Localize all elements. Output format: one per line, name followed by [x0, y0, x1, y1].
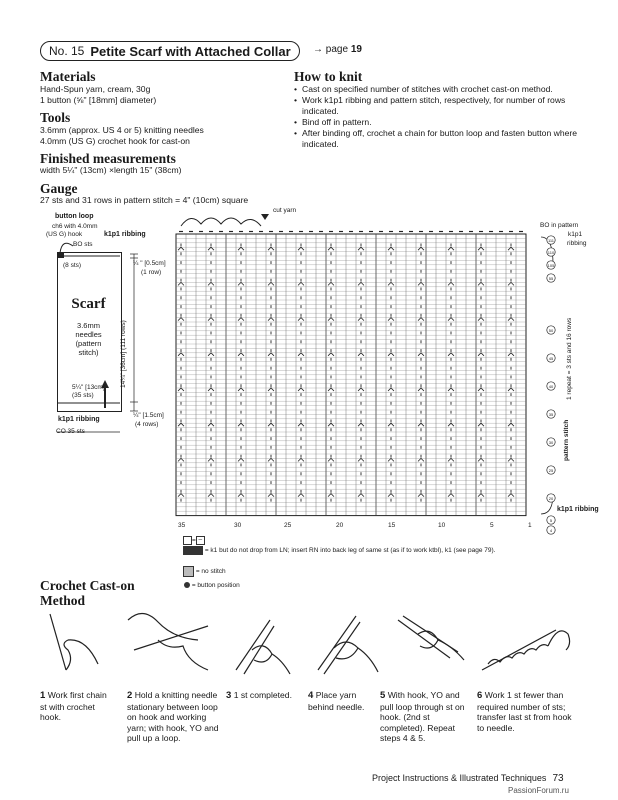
cut-yarn-label: cut yarn: [273, 207, 297, 214]
legend-blank: = –: [183, 536, 205, 545]
row-marker-label: 4: [549, 528, 553, 533]
bo-pattern-label: BO in pattern: [540, 222, 579, 229]
tools-line-1: 3.6mm (approx. US 4 or 5) knitting needles: [40, 125, 204, 135]
row-markers: [547, 236, 555, 534]
step-6: 6 Work 1 st fewer than required number of sts; transfer last st from hook to needle.: [477, 690, 572, 733]
col-number: 30: [234, 522, 242, 529]
legend-button: = button position: [184, 582, 240, 590]
pattern-number: No. 15: [49, 44, 85, 58]
ribbing-right-top: ribbing: [567, 240, 587, 247]
step-1: 1 Work first chain st with crochet hook.: [40, 690, 107, 723]
length-label: 14¼" [36cm] (111 rows): [120, 320, 127, 388]
step-2: 2 Hold a knitting needle stationary between loop on hook and working yarn; with hook, YO and pull up a loop.: [127, 690, 219, 744]
crochet-illustrations: [38, 600, 598, 682]
step-4-illustration: [318, 616, 378, 674]
col-number: 20: [336, 522, 344, 529]
top-rib-length: ¼ " [0.5cm]: [133, 260, 166, 267]
materials-list: [40, 84, 156, 106]
ch6-line-2: (US G) hook: [46, 231, 83, 238]
pattern-stitch-label: pattern stitch: [563, 419, 570, 461]
bottom-rib-length: ¼" [1.5cm]: [133, 412, 164, 419]
step-5: 5 With hook, YO and pull loop through st on hook. (2nd st completed). Repeat steps 4 & 5.: [380, 690, 465, 744]
materials-line-2: 1 button (⅝" [18mm] diameter): [40, 95, 157, 105]
k1p1-bottom-right: k1p1 ribbing: [557, 506, 599, 513]
legend-no-stitch: = no stitch: [183, 566, 226, 577]
row-marker-label: 20: [548, 496, 554, 501]
scarf-description: 3.6mm needles (pattern stitch): [75, 321, 102, 357]
crochet-heading-1: Crochet Cast-on: [40, 578, 135, 593]
scarf-label: Scarf: [71, 296, 106, 312]
eight-sts-label: (8 sts): [63, 262, 82, 269]
page-reference[interactable]: → page 19: [313, 44, 362, 55]
button-loop-label: button loop: [55, 213, 94, 220]
step-2-illustration: [128, 613, 208, 670]
col-number: 1: [528, 522, 532, 529]
row-marker-label: 55: [548, 276, 554, 281]
button-dot-icon: [184, 582, 190, 588]
repeat-note: 1 repeat = 3 sts and 16 rows: [566, 317, 573, 400]
chart-grid: [176, 232, 526, 516]
ch6-line-1: ch6 with 4.0mm: [52, 223, 98, 230]
row-marker-label: 35: [548, 412, 554, 417]
col-number: 25: [284, 522, 292, 529]
step-3: 3 1 st completed.: [226, 690, 292, 701]
page-number: 73: [552, 773, 564, 784]
row-marker-label: 50: [548, 328, 554, 333]
col-number: 35: [178, 522, 186, 529]
width-label: 5¼" [13cm]: [72, 384, 105, 391]
k1p1-right-top: k1p1: [568, 231, 583, 238]
footer-text: Project Instructions & Illustrated Techniques: [372, 773, 547, 783]
watermark: PassionForum.ru: [508, 786, 569, 795]
row-marker-label: 111: [547, 238, 555, 243]
step-1-illustration: [50, 614, 98, 670]
crochet-heading-2: Method: [40, 593, 85, 608]
step-4: 4 Place yarn behind needle.: [308, 690, 365, 712]
k1p1-bottom-label: k1p1 ribbing: [58, 416, 100, 423]
tools-heading: Tools: [40, 110, 71, 125]
k1p1-top-label: k1p1 ribbing: [104, 231, 146, 238]
step-3-illustration: [236, 620, 290, 674]
legend-k1: = k1 but do not drop from LN; insert RN into back leg of same st (as if to work ktbl), k1 (see page 79).: [183, 546, 513, 555]
materials-line-1: Hand-Spun yarn, cream, 30g: [40, 84, 151, 94]
col-number: 10: [438, 522, 446, 529]
tools-line-2: 4.0mm (US G) crochet hook for cast-on: [40, 136, 190, 146]
column-numbers: [176, 522, 536, 532]
no-stitch-icon: [183, 566, 194, 577]
co-label: CO 35 sts: [56, 428, 85, 435]
top-rib-rows: (1 row): [141, 269, 162, 276]
materials-heading: Materials: [40, 69, 96, 84]
width-sts: (35 sts): [72, 392, 94, 399]
finished-heading: Finished measurements: [40, 151, 176, 166]
blank-cell-icon: [183, 536, 192, 545]
col-number: 15: [388, 522, 396, 529]
cut-yarn-loops: [181, 218, 261, 226]
bo-sts-label: BO sts: [73, 241, 93, 248]
row-marker-label: 30: [548, 440, 554, 445]
row-marker-label: 105: [547, 263, 555, 268]
knitting-chart: [173, 204, 618, 544]
row-marker-label: 110: [547, 250, 555, 255]
title-box: [40, 41, 300, 61]
finished-line: width 5¼" (13cm) ×length 15" (38cm): [40, 165, 182, 175]
bo-section-mark: [57, 252, 64, 258]
row-marker-label: 25: [548, 468, 554, 473]
cut-yarn-arrow-icon: [261, 214, 269, 220]
step-6-illustration: [482, 630, 570, 670]
step-5-illustration: [398, 616, 464, 660]
gauge-line: 27 sts and 31 rows in pattern stitch = 4" (10cm) square: [40, 195, 249, 205]
how-to-knit-item: • After binding off, crochet a chain for button loop and fasten button where indicated.: [294, 128, 584, 150]
pattern-title: Petite Scarf with Attached Collar: [90, 43, 291, 59]
how-to-knit-item: • Work k1p1 ribbing and pattern stitch, respectively, for number of rows indicated.: [294, 95, 584, 117]
row-marker-label: 45: [548, 356, 554, 361]
how-to-knit-list: [294, 84, 584, 150]
gauge-heading: Gauge: [40, 181, 78, 196]
how-to-knit-item: • Cast on specified number of stitches with crochet cast-on method.: [294, 84, 584, 95]
bottom-rib-rows: (4 rows): [135, 421, 159, 428]
tools-list: [40, 125, 204, 147]
minus-cell-icon: –: [196, 536, 205, 545]
how-to-knit-item: • Bind off in pattern.: [294, 117, 584, 128]
row-marker-label: 40: [548, 384, 554, 389]
footer: [372, 773, 564, 784]
twisted-stitch-icon: [183, 546, 203, 555]
col-number: 5: [490, 522, 494, 529]
row-marker-label: 5: [549, 518, 553, 523]
how-to-knit-heading: How to knit: [294, 69, 363, 84]
button-loop-arc: [60, 243, 73, 253]
